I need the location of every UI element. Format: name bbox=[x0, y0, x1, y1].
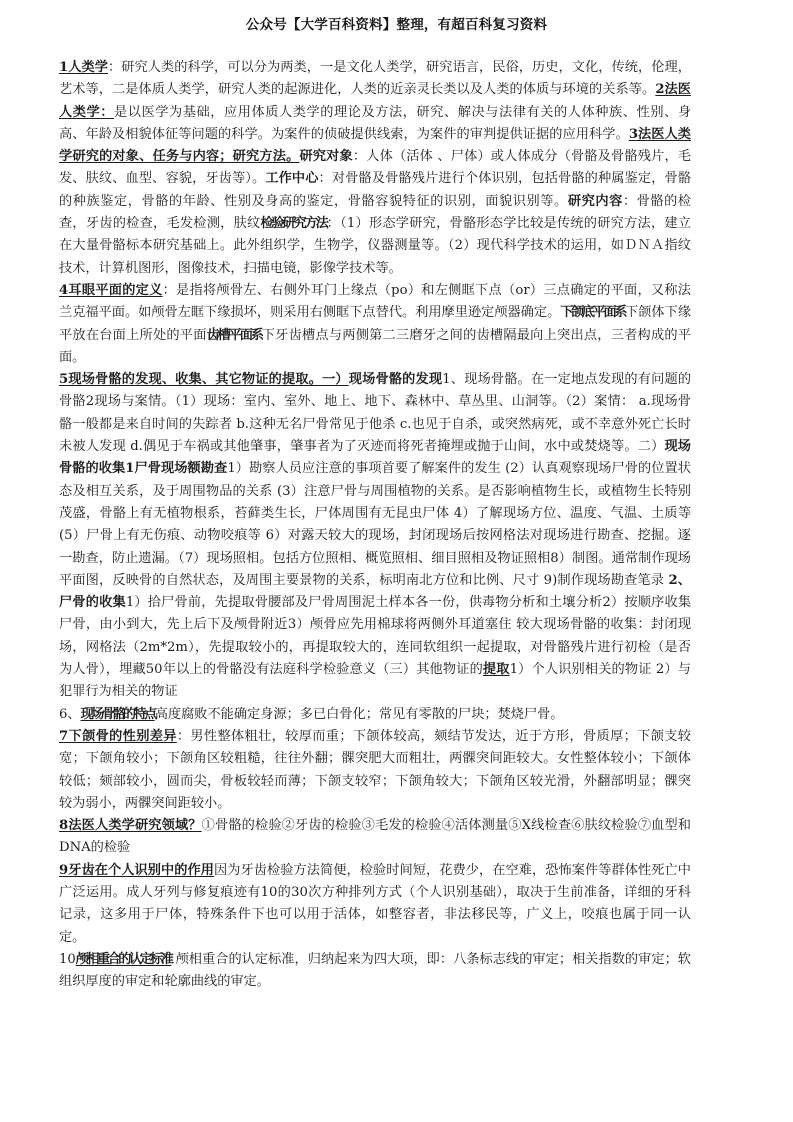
emphasis-run: 现场骨骼的收集1尸骨现场额勘查 bbox=[59, 439, 691, 477]
paragraph-sec-1-2-3 bbox=[59, 57, 691, 280]
emphasis-run: 9牙齿在个人识别中的作用 bbox=[59, 862, 215, 878]
paragraph-sec-5 bbox=[59, 369, 691, 703]
text-run: 因为牙齿检验方法简便，检验时间短，花费少，在空难，恐怖案件等群体性死亡中广泛运用。成人牙列与修复痕迹有10的30次方种排列方式（个人识别基础），取决于生前准备，详细的牙科记录，这多用于尸体，特殊条件下也可以用于活体，如整容者，非法移民等，广义上，咬痕也属于同一认定。 bbox=[59, 862, 691, 945]
emphasis-run: 2、尸骨的收集 bbox=[59, 572, 691, 611]
emphasis-run: 现场骨骼的发现 bbox=[348, 372, 443, 388]
emphasis-run: 7下颌骨的性别差异 bbox=[59, 728, 177, 744]
text-run: ：男性整体粗壮，较厚而重；下颌体较高，颏结节发达，近于方形，骨质厚；下颌支较宽；下颌角较小；下颌角区较粗糙，往往外翻；髁突肥大而粗壮，两髁突间距较大。女性整体较小；下颌体较低；颏部较小，圆而尖，骨板较轻而薄；下颌支较窄；下颌角较大；下颌角区较光滑，外翻部明显；髁突较为弱小，两髁突间距较小。 bbox=[59, 728, 691, 811]
text-run: 下颌体下缘平放在台面上所处的平面 bbox=[59, 305, 692, 343]
emphasis-run: 现场骨骼的特点 bbox=[80, 706, 155, 722]
emphasis-run: 研究对象 bbox=[299, 149, 353, 165]
text-run: 1、现场骨骼。在一定地点发现的有问题的骨骼2现场与案情。（1）现场：室内、室外、地上、地下、森林中、草丛里、山洞等。（2）案情： a.现场骨骼一般都是来自时间的失踪者 b.这种无名尸骨常见于他杀 c.也见于自杀，或突然病死，或不幸意外死亡长时未被人发现 d.偶见于车祸或其他肇事，肇事者为了灭迹而将死者掩埋或抛于山间，水中或焚烧等。二） bbox=[59, 372, 692, 455]
emphasis-run: 齿槽平面系 bbox=[206, 327, 262, 343]
text-run: 颅相重合的认定标准，归纳起来为四大项，即：八条标志线的审定；相关指数的审定；软组织厚度的审定和轮廓曲线的审定。 bbox=[59, 951, 691, 990]
emphasis-run: 提取 bbox=[482, 662, 510, 678]
emphasis-run: 5现场骨骼的发现、收集、其它物证的提取。一） bbox=[59, 372, 349, 388]
text-run: 6、 bbox=[59, 706, 81, 722]
paragraph-sec-4 bbox=[59, 280, 691, 369]
paragraph-sec-8 bbox=[59, 815, 691, 860]
text-run: 高度腐败不能确定身源；多已白骨化；常见有零散的尸块；焚烧尸骨。 bbox=[154, 706, 564, 722]
text-run: ：（1）形态学研究，骨骼形态学比较是传统的研究方法，建立在大量骨骼标本研究基础上。此外组织学，生物学，仪器测量等。（2）现代科学技术的运用，如ＤＮＡ指纹技术，计算机图形，图像技术，扫描电镜，影像学技术等。 bbox=[59, 216, 691, 276]
text-run: ：对骨骼及骨骼残片进行个体识别，包括骨骼的种属鉴定，骨骼的种族鉴定，骨骼的年龄、性别及身高的鉴定，骨骼容貌特征的识别，面貌识别等。 bbox=[59, 171, 692, 209]
text-run: ：骨骼的检查，牙齿的检查，毛发检测，肤纹 bbox=[59, 193, 692, 232]
emphasis-run: 8法医人类学研究领域？ bbox=[59, 818, 202, 834]
text-run: 1）拾尸骨前，先提取骨腰部及尸骨周围泥土样本各一份，供毒物分析和土壤分析2）按顺序收集尸骨，由小到大，先上后下及颅骨附近3）颅骨应先用棉球将两侧外耳道塞住 较大现场骨骼的收集：封闭现场，网格法（2m*2m），先提取较小的，再提取较大的，连同软组织一起提取，对骨骼残片进行初检（是否为人骨），埋藏50年以上的骨骼没有法庭科学检验意义（三）其他物证的 bbox=[59, 595, 692, 678]
text-run: ①骨骼的检验②牙齿的检验③毛发的检验④活体测量⑤X线检查⑥肤纹检验⑦血型和DNA的检验 bbox=[59, 818, 691, 856]
emphasis-run: 2法医人类学： bbox=[59, 82, 691, 120]
emphasis-run: 3法医人类学研究的对象、任务与内容；研究方法。 bbox=[59, 126, 691, 165]
text-run: 1）勘察人员应注意的事项首要了解案件的发生 (2）认真观察现场尸骨的位置状态及相互关系，及于周围物品的关系 (3）注意尸骨与周围植物的关系。是否影响植物生长，或植物生长特别茂盛，骨骼上有无植物根系，苔藓类生长，尸体周围有无昆虫尸体 4）了解现场方位、温度、气温、土质等 (5）尸骨上有无伤痕、动物咬痕等 6）对露天较大的现场，封闭现场后按网格法对现场进行勘查、挖掘。逐一勘查，防止遗漏。（7）现场照相。包括方位照相、概览照相、细目照相及物证照相8）制图。通常制作现场平面图，反映骨的自然状态，及周围主要景物的关系，标明南北方位和比例、尺寸 9)制作现场勘查笔录 bbox=[59, 461, 691, 588]
emphasis-run: 检验研究方法 bbox=[260, 216, 327, 232]
text-run: 1）个人识别相关的物证 2）与犯罪行为相关的物证 bbox=[59, 662, 691, 700]
page-header bbox=[0, 0, 793, 46]
emphasis-run: 研究内容 bbox=[567, 193, 623, 209]
text-run: ：研究人类的科学，可以分为两类，一是文化人类学，研究语言，民俗，历史，文化，传统，伦理，艺术等，二是体质人类学，研究人类的起源进化，人类的近亲灵长类以及人类的体质与环境的关系等。 bbox=[59, 60, 691, 98]
emphasis-run: 工作中心 bbox=[265, 171, 319, 187]
emphasis-run: 1人类学 bbox=[59, 60, 108, 75]
emphasis-run: 下颌底平面系 bbox=[560, 305, 626, 321]
text-run: ：人体（活体 、尸体）或人体成分（骨骼及骨骼残片，毛发、肤纹、血型、容貌，牙齿等）。 bbox=[59, 149, 691, 187]
source-credit-text: 公众号【大学百科资料】整理，有超百科复习资料 bbox=[245, 17, 548, 33]
text-run: ：是指将颅骨左、右侧外耳门上缘点（po）和左侧眶下点（or）三点确定的平面，又称法兰克福平面。如颅骨左眶下缘损坏，则采用右侧眶下点替代。利用摩里逊定颅器确定。 bbox=[59, 282, 691, 321]
text-run: 是以医学为基础，应用体质人类学的理论及方法，研究、解决与法律有关的人体种族、性别、身高、年龄及相貌体征等问题的科学。为案件的侦破提供线索，为案件的审判提供证据的应用科学。 bbox=[59, 104, 692, 142]
emphasis-run: 颅相重合的认定标准 bbox=[75, 951, 172, 967]
paragraph-sec-10 bbox=[59, 949, 691, 994]
paragraph-sec-6 bbox=[59, 704, 691, 726]
paragraph-sec-7 bbox=[59, 726, 691, 815]
document-body bbox=[59, 57, 691, 993]
emphasis-run: 4耳眼平面的定义 bbox=[59, 282, 163, 298]
text-run: 下牙齿槽点与两侧第二三磨牙之间的齿槽隔最向上突出点，三者构成的平面。 bbox=[59, 327, 692, 365]
text-run: 10 bbox=[59, 951, 76, 967]
paragraph-sec-9 bbox=[59, 860, 691, 949]
